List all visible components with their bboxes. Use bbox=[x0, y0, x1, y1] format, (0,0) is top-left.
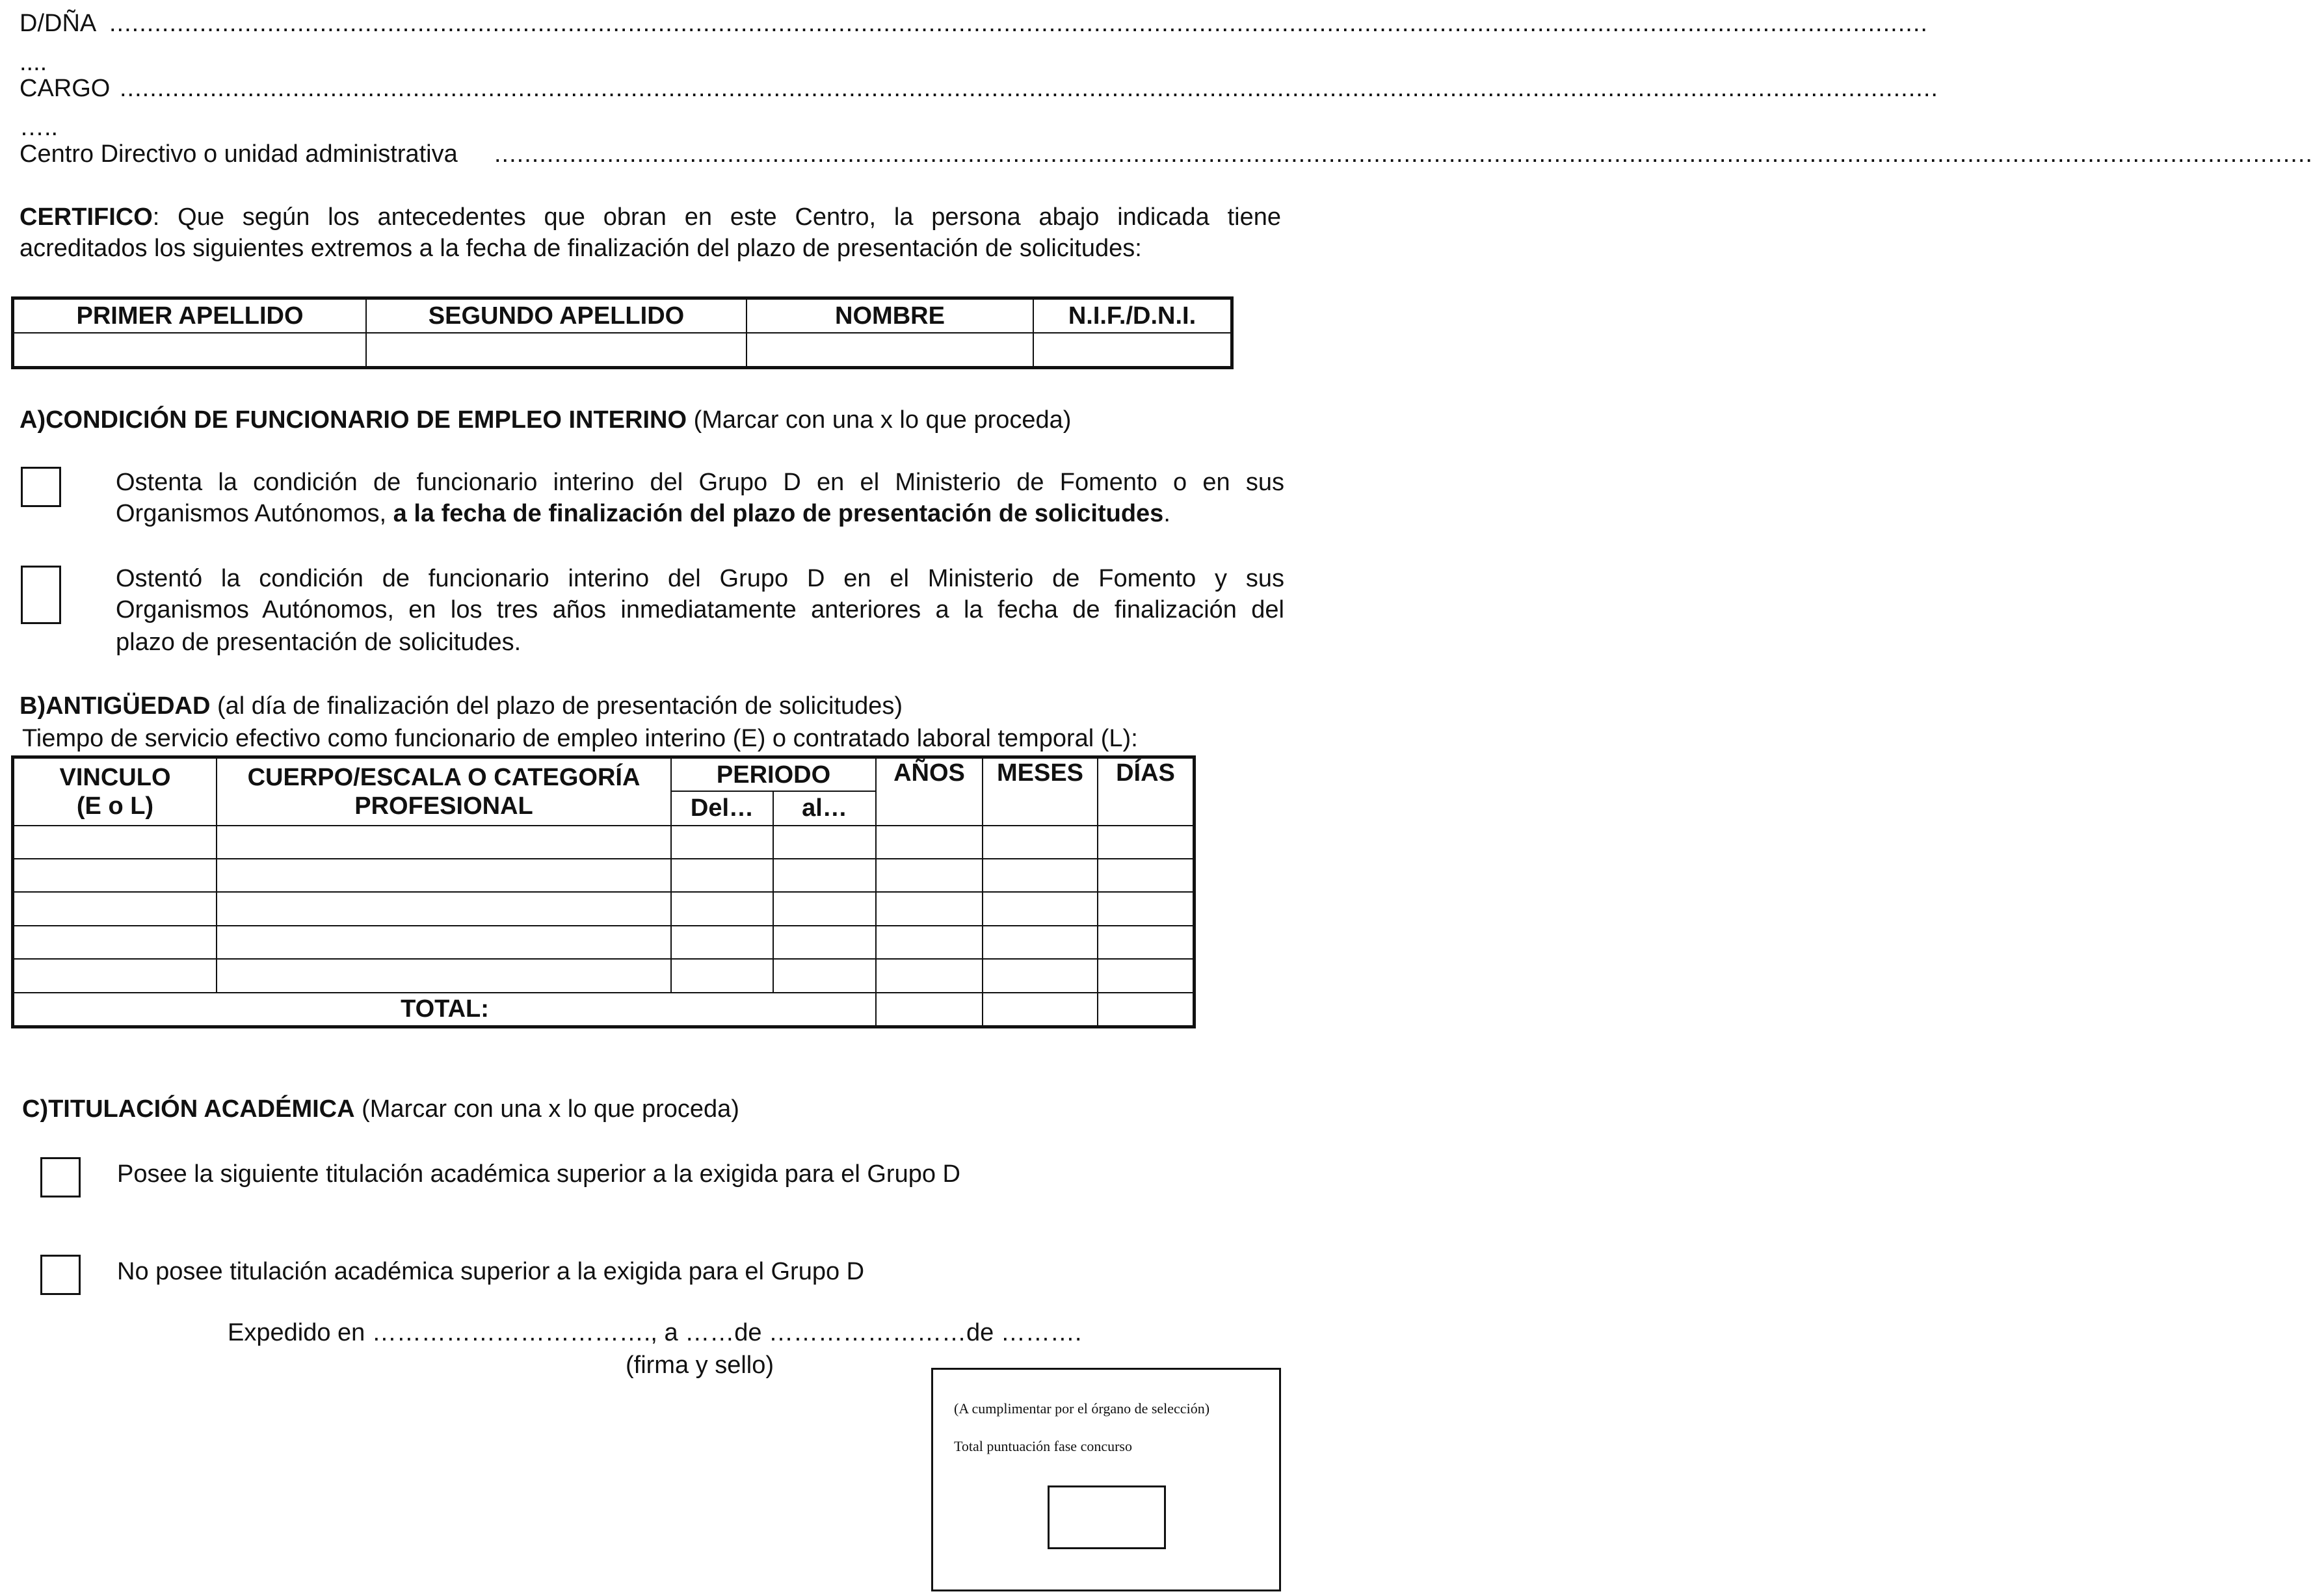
cell[interactable] bbox=[983, 926, 1098, 959]
cell[interactable] bbox=[217, 926, 671, 959]
score-box-instruction: (A cumplimentar por el órgano de selección) bbox=[954, 1400, 1210, 1417]
header-cuerpo bbox=[217, 757, 671, 826]
table-row bbox=[13, 926, 1195, 959]
segundo-apellido-cell[interactable] bbox=[366, 333, 747, 368]
checkbox-no-posee-titulacion[interactable] bbox=[40, 1255, 81, 1295]
checkbox-condicion-anterior[interactable] bbox=[21, 566, 61, 624]
header-al: al… bbox=[773, 791, 876, 826]
cargo-continuation: ….. bbox=[20, 114, 59, 141]
ddna-label: D/DÑA bbox=[20, 10, 97, 37]
total-dias-cell[interactable] bbox=[1098, 993, 1195, 1027]
table-row bbox=[13, 892, 1195, 925]
cell[interactable] bbox=[671, 959, 773, 992]
cell[interactable] bbox=[773, 926, 876, 959]
cell[interactable] bbox=[773, 959, 876, 992]
option-a1-line-2 bbox=[116, 498, 1170, 529]
cell[interactable] bbox=[13, 926, 217, 959]
option-c1-text: Posee la siguiente titulación académica superior a la exigida para el Grupo D bbox=[117, 1160, 960, 1188]
section-b-subtitle: Tiempo de servicio efectivo como funcionario de empleo interino (E) o contratado laboral temporal (L): bbox=[22, 725, 1138, 752]
cargo-label: CARGO bbox=[20, 75, 111, 102]
cell[interactable] bbox=[217, 826, 671, 859]
header-cuerpo-line1: CUERPO/ESCALA O CATEGORÍA bbox=[247, 763, 641, 791]
section-a-heading bbox=[20, 404, 1071, 436]
option-a2-line-2: Organismos Autónomos, en los tres años inmediatamente anteriores a la fecha de finalización del bbox=[116, 596, 1284, 623]
ddna-continuation: .... bbox=[20, 49, 47, 76]
cell[interactable] bbox=[217, 892, 671, 925]
expedido-line: Expedido en ……………………………., a ……de ……………………de ………. bbox=[228, 1319, 1082, 1346]
cell[interactable] bbox=[983, 859, 1098, 892]
option-a2-line-1: Ostentó la condición de funcionario interino del Grupo D en el Ministerio de Fomento y sus bbox=[116, 565, 1284, 592]
option-a2-line-3: plazo de presentación de solicitudes. bbox=[116, 629, 522, 656]
cell[interactable] bbox=[1098, 926, 1195, 959]
header-dias: DÍAS bbox=[1098, 757, 1195, 826]
option-a1-bold-text: a la fecha de finalización del plazo de presentación de solicitudes bbox=[393, 500, 1164, 527]
table-row bbox=[13, 959, 1195, 992]
table-row bbox=[13, 859, 1195, 892]
section-b-title: B)ANTIGÜEDAD bbox=[20, 692, 211, 720]
cell[interactable] bbox=[983, 892, 1098, 925]
cell[interactable] bbox=[217, 859, 671, 892]
centro-label: Centro Directivo o unidad administrativa bbox=[20, 140, 458, 168]
firma-sello-label: (firma y sello) bbox=[626, 1352, 774, 1379]
certifico-label: CERTIFICO bbox=[20, 203, 153, 231]
header-nombre: NOMBRE bbox=[747, 298, 1033, 334]
cell[interactable] bbox=[671, 859, 773, 892]
certifico-line-1 bbox=[20, 202, 1281, 233]
cell[interactable] bbox=[876, 826, 983, 859]
cell[interactable] bbox=[1098, 826, 1195, 859]
cell[interactable] bbox=[13, 892, 217, 925]
option-c2-text: No posee titulación académica superior a la exigida para el Grupo D bbox=[117, 1258, 865, 1285]
cell[interactable] bbox=[1098, 892, 1195, 925]
checkbox-condicion-actual[interactable] bbox=[21, 467, 61, 507]
nombre-cell[interactable] bbox=[747, 333, 1033, 368]
cell[interactable] bbox=[773, 892, 876, 925]
header-segundo-apellido: SEGUNDO APELLIDO bbox=[366, 298, 747, 334]
score-box-label: Total puntuación fase concurso bbox=[954, 1438, 1132, 1454]
table-row bbox=[13, 826, 1195, 859]
cell[interactable] bbox=[671, 892, 773, 925]
cell[interactable] bbox=[983, 826, 1098, 859]
cell[interactable] bbox=[876, 926, 983, 959]
header-nif-dni: N.I.F./D.N.I. bbox=[1033, 298, 1232, 334]
option-a1-line-1: Ostenta la condición de funcionario interino del Grupo D en el Ministerio de Fomento o en sus bbox=[116, 469, 1284, 496]
cell[interactable] bbox=[876, 859, 983, 892]
option-a1-text: Organismos Autónomos, bbox=[116, 500, 393, 527]
total-row bbox=[13, 993, 1195, 1027]
header-meses: MESES bbox=[983, 757, 1098, 826]
score-input-box[interactable] bbox=[1048, 1485, 1166, 1549]
cell[interactable] bbox=[773, 826, 876, 859]
header-primer-apellido: PRIMER APELLIDO bbox=[13, 298, 367, 334]
identity-table bbox=[11, 296, 1234, 369]
header-vinculo bbox=[13, 757, 217, 826]
section-c-note: (Marcar con una x lo que proceda) bbox=[354, 1095, 739, 1123]
total-anos-cell[interactable] bbox=[876, 993, 983, 1027]
cell[interactable] bbox=[773, 859, 876, 892]
certifico-line-2: acreditados los siguientes extremos a la fecha de finalización del plazo de presentación de solicitudes: bbox=[20, 235, 1142, 262]
primer-apellido-cell[interactable] bbox=[13, 333, 367, 368]
section-b-note: (al día de finalización del plazo de presentación de solicitudes) bbox=[210, 692, 903, 720]
section-b-heading bbox=[20, 690, 903, 722]
checkbox-posee-titulacion[interactable] bbox=[40, 1157, 81, 1197]
section-c-title: C)TITULACIÓN ACADÉMICA bbox=[22, 1095, 355, 1123]
header-del: Del… bbox=[671, 791, 773, 826]
header-vinculo-line2: (E o L) bbox=[76, 792, 154, 820]
cell[interactable] bbox=[983, 959, 1098, 992]
header-cuerpo-line2: PROFESIONAL bbox=[354, 792, 533, 820]
centro-fill-line[interactable]: .................................................................................................................................................................................................................................................. bbox=[494, 140, 2313, 168]
section-c-heading bbox=[22, 1093, 739, 1125]
ddna-fill-line[interactable]: .................................................................................................................................................................................................................................................. bbox=[109, 10, 1928, 37]
score-box bbox=[931, 1368, 1281, 1591]
nif-dni-cell[interactable] bbox=[1033, 333, 1232, 368]
option-a1-period: . bbox=[1163, 500, 1170, 527]
total-label: TOTAL: bbox=[13, 993, 877, 1027]
cell[interactable] bbox=[13, 826, 217, 859]
header-anos: AÑOS bbox=[876, 757, 983, 826]
cell[interactable] bbox=[671, 926, 773, 959]
cell[interactable] bbox=[1098, 959, 1195, 992]
section-a-title: A)CONDICIÓN DE FUNCIONARIO DE EMPLEO INTERINO bbox=[20, 406, 687, 434]
cell[interactable] bbox=[13, 959, 217, 992]
cell[interactable] bbox=[217, 959, 671, 992]
total-meses-cell[interactable] bbox=[983, 993, 1098, 1027]
cell[interactable] bbox=[876, 892, 983, 925]
cell[interactable] bbox=[1098, 859, 1195, 892]
cell[interactable] bbox=[13, 859, 217, 892]
cell[interactable] bbox=[876, 959, 983, 992]
header-periodo: PERIODO bbox=[671, 757, 876, 792]
antiguedad-table bbox=[11, 755, 1196, 1028]
header-vinculo-line1: VINCULO bbox=[59, 763, 171, 791]
cell[interactable] bbox=[671, 826, 773, 859]
certifico-text: : Que según los antecedentes que obran en este Centro, la persona abajo indicada tiene bbox=[152, 203, 1281, 231]
section-a-note: (Marcar con una x lo que proceda) bbox=[687, 406, 1072, 434]
cargo-fill-line[interactable]: .................................................................................................................................................................................................................................................. bbox=[120, 75, 1938, 102]
